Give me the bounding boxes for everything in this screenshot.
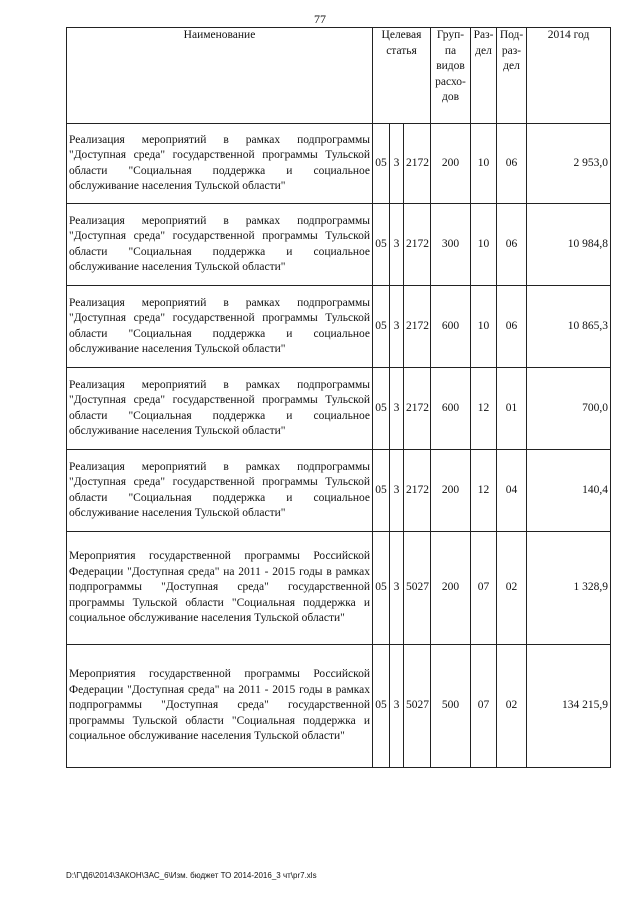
expense-group-cell: 200 bbox=[431, 532, 471, 645]
target-code-part1: 05 bbox=[373, 286, 390, 368]
target-code-part2: 3 bbox=[390, 368, 404, 450]
target-code-part1: 05 bbox=[373, 204, 390, 286]
expense-group-cell: 600 bbox=[431, 286, 471, 368]
expense-group-cell: 300 bbox=[431, 204, 471, 286]
row-name-cell: Мероприятия государственной программы Российской Федерации "Доступная среда" на 2011 - 2015 годы в рамках подпрограммы "Доступная среда" государственной программы Тульской области "Социальная поддержка и социальное обслуживание населения Тульской области" bbox=[67, 645, 373, 768]
expense-group-cell: 200 bbox=[431, 124, 471, 204]
header-target: Целевая статья bbox=[373, 28, 431, 124]
target-code-part1: 05 bbox=[373, 450, 390, 532]
header-name: Наименование bbox=[67, 28, 373, 124]
target-code-part3: 2172 bbox=[404, 124, 431, 204]
header-subsection: Под-раз-дел bbox=[497, 28, 527, 124]
header-group: Груп-па видов расхо-дов bbox=[431, 28, 471, 124]
page-number: 77 bbox=[314, 12, 326, 26]
expense-group-cell: 600 bbox=[431, 368, 471, 450]
target-code-part2: 3 bbox=[390, 124, 404, 204]
target-code-part2: 3 bbox=[390, 450, 404, 532]
subsection-cell: 06 bbox=[497, 124, 527, 204]
row-name-cell: Реализация мероприятий в рамках подпрограммы "Доступная среда" государственной программы Тульской области "Социальная поддержка и социальное обслуживание населения Тульской области" bbox=[67, 124, 373, 204]
target-code-part2: 3 bbox=[390, 532, 404, 645]
table-row bbox=[67, 204, 611, 286]
header-row bbox=[67, 28, 611, 124]
budget-table bbox=[66, 27, 611, 768]
target-code-part3: 2172 bbox=[404, 204, 431, 286]
amount-cell: 10 984,8 bbox=[527, 204, 611, 286]
amount-cell: 140,4 bbox=[527, 450, 611, 532]
section-cell: 10 bbox=[471, 124, 497, 204]
section-cell: 10 bbox=[471, 204, 497, 286]
expense-group-cell: 500 bbox=[431, 645, 471, 768]
header-year: 2014 год bbox=[527, 28, 611, 124]
table-row bbox=[67, 286, 611, 368]
section-cell: 12 bbox=[471, 450, 497, 532]
target-code-part3: 2172 bbox=[404, 450, 431, 532]
file-path-footer: D:\Г\Д6\2014\ЗАКОН\ЗАС_6\Изм. бюджет ТО 2014-2016_3 чт\pr7.xls bbox=[66, 871, 317, 880]
amount-cell: 10 865,3 bbox=[527, 286, 611, 368]
section-cell: 10 bbox=[471, 286, 497, 368]
expense-group-cell: 200 bbox=[431, 450, 471, 532]
subsection-cell: 02 bbox=[497, 532, 527, 645]
target-code-part1: 05 bbox=[373, 532, 390, 645]
amount-cell: 1 328,9 bbox=[527, 532, 611, 645]
table-row bbox=[67, 645, 611, 768]
section-cell: 12 bbox=[471, 368, 497, 450]
target-code-part1: 05 bbox=[373, 645, 390, 768]
subsection-cell: 06 bbox=[497, 286, 527, 368]
subsection-cell: 02 bbox=[497, 645, 527, 768]
table-row bbox=[67, 532, 611, 645]
amount-cell: 2 953,0 bbox=[527, 124, 611, 204]
subsection-cell: 06 bbox=[497, 204, 527, 286]
row-name-cell: Реализация мероприятий в рамках подпрограммы "Доступная среда" государственной программы Тульской области "Социальная поддержка и социальное обслуживание населения Тульской области" bbox=[67, 450, 373, 532]
target-code-part2: 3 bbox=[390, 286, 404, 368]
section-cell: 07 bbox=[471, 532, 497, 645]
row-name-cell: Реализация мероприятий в рамках подпрограммы "Доступная среда" государственной программы Тульской области "Социальная поддержка и социальное обслуживание населения Тульской области" bbox=[67, 368, 373, 450]
table-row bbox=[67, 450, 611, 532]
target-code-part3: 2172 bbox=[404, 286, 431, 368]
target-code-part3: 5027 bbox=[404, 645, 431, 768]
target-code-part3: 2172 bbox=[404, 368, 431, 450]
row-name-cell: Мероприятия государственной программы Российской Федерации "Доступная среда" на 2011 - 2015 годы в рамках подпрограммы "Доступная среда" государственной программы Тульской области "Социальная поддержка и социальное обслуживание населения Тульской области" bbox=[67, 532, 373, 645]
target-code-part2: 3 bbox=[390, 645, 404, 768]
header-section: Раз-дел bbox=[471, 28, 497, 124]
subsection-cell: 01 bbox=[497, 368, 527, 450]
row-name-cell: Реализация мероприятий в рамках подпрограммы "Доступная среда" государственной программы Тульской области "Социальная поддержка и социальное обслуживание населения Тульской области" bbox=[67, 204, 373, 286]
target-code-part1: 05 bbox=[373, 124, 390, 204]
subsection-cell: 04 bbox=[497, 450, 527, 532]
amount-cell: 700,0 bbox=[527, 368, 611, 450]
section-cell: 07 bbox=[471, 645, 497, 768]
target-code-part2: 3 bbox=[390, 204, 404, 286]
target-code-part3: 5027 bbox=[404, 532, 431, 645]
table-row bbox=[67, 124, 611, 204]
amount-cell: 134 215,9 bbox=[527, 645, 611, 768]
target-code-part1: 05 bbox=[373, 368, 390, 450]
row-name-cell: Реализация мероприятий в рамках подпрограммы "Доступная среда" государственной программы Тульской области "Социальная поддержка и социальное обслуживание населения Тульской области" bbox=[67, 286, 373, 368]
table-row bbox=[67, 368, 611, 450]
